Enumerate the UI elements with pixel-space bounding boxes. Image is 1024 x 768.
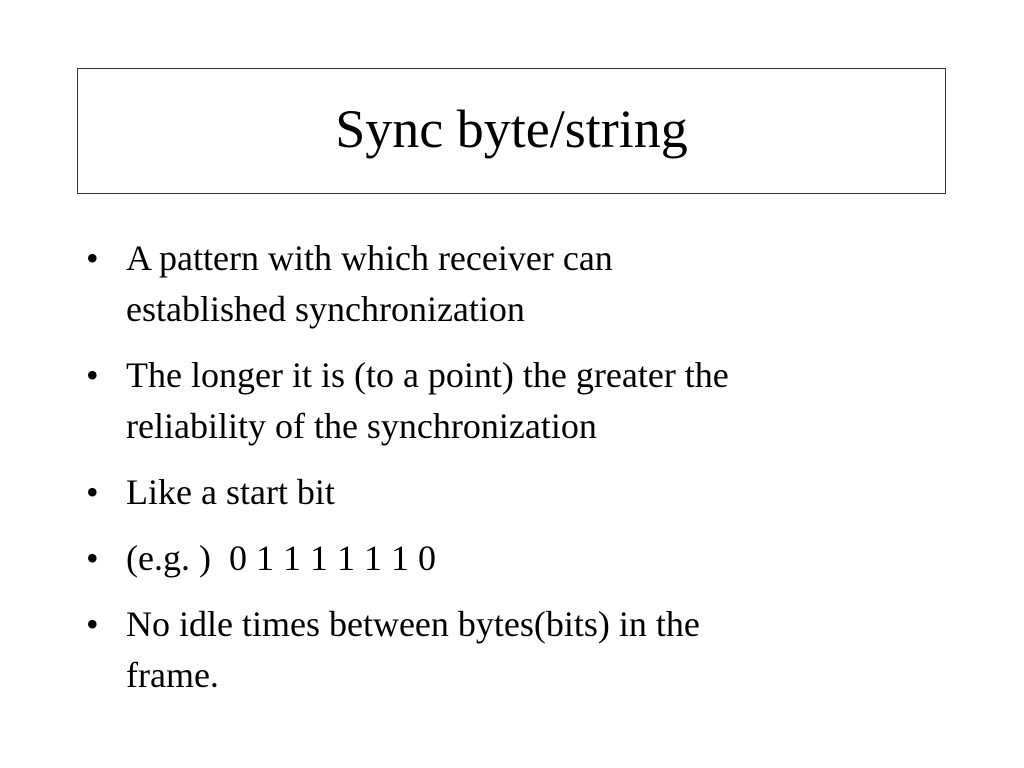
bullet-line: established synchronization [126,289,525,329]
bullet-dot-icon: • [86,472,99,512]
slide-title: Sync byte/string [335,99,688,159]
bullet-item [86,533,936,584]
bullet-line: (e.g. ) 0 1 1 1 1 1 1 0 [126,538,436,578]
bullet-item [86,350,936,452]
bullet-dot-icon: • [86,538,99,578]
bullet-line: Like a start bit [126,472,335,512]
bullet-item [86,467,936,518]
title-box [77,68,946,194]
bullet-line: reliability of the synchronization [126,406,597,446]
bullet-line: No idle times between bytes(bits) in the [126,604,700,644]
bullet-dot-icon: • [86,355,99,395]
bullet-item [86,599,936,701]
bullet-dot-icon: • [86,238,99,278]
bullet-dot-icon: • [86,604,99,644]
bullet-item [86,233,936,335]
bullet-line: frame. [126,655,219,695]
bullet-line: A pattern with which receiver can [126,238,613,278]
bullet-list [86,233,936,716]
bullet-line: The longer it is (to a point) the greater the [126,355,729,395]
